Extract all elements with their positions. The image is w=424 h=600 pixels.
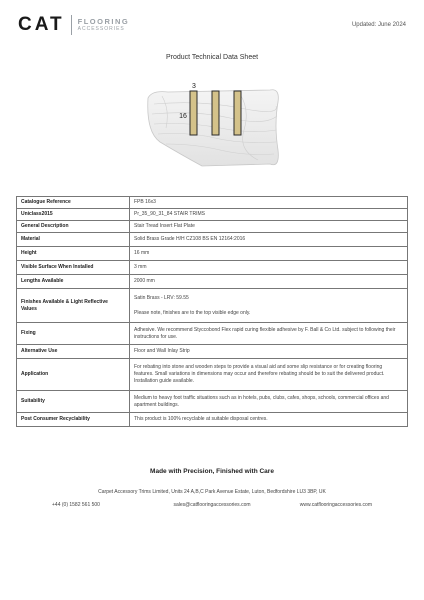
- footer-email: sales@catflooringaccessories.com: [173, 502, 251, 508]
- spec-key-uniclass: Uniclass2015: [17, 209, 130, 221]
- brass-strip-3: [234, 91, 241, 135]
- logo-divider: [71, 15, 72, 35]
- spec-key-suitability: Suitability: [17, 391, 130, 413]
- table-row: [17, 289, 408, 323]
- spec-value-general-description: Stair Tread Insert Flat Plate: [130, 221, 408, 233]
- table-row: [17, 323, 408, 345]
- spec-value-suitability: Medium to heavy foot traffic situations such as in hotels, pubs, clubs, cafes, shops, schools, commercial offices and apartment buildings.: [130, 391, 408, 413]
- table-row: [17, 209, 408, 221]
- table-row: [17, 413, 408, 427]
- table-row: [17, 275, 408, 289]
- spec-value-finishes: [130, 289, 408, 323]
- updated-date: Updated: June 2024: [351, 22, 406, 28]
- table-row: [17, 247, 408, 261]
- footer-phone: +44 (0) 1582 561 500: [52, 502, 100, 508]
- spec-value-lengths: 2000 mm: [130, 275, 408, 289]
- specification-table: [16, 196, 408, 427]
- company-logo: [18, 14, 129, 36]
- table-row: [17, 261, 408, 275]
- logo-line-1: FLOORING: [77, 16, 130, 26]
- spec-key-recyclability: Post Consumer Recyclability: [17, 413, 130, 427]
- footer-address: Carpet Accessory Trims Limited, Units 24 A,B,C Park Avenue Estate, Luton, Bedfordshire LU3 3BP, UK: [98, 489, 326, 495]
- spec-key-general-description: General Description: [17, 221, 130, 233]
- brass-strip-1: [190, 91, 197, 135]
- spec-value-height: 16 mm: [130, 247, 408, 261]
- logo-subtitle: [78, 18, 130, 33]
- spec-key-finishes: Finishes Available & Light Reflective Values: [17, 289, 130, 323]
- page-title: Product Technical Data Sheet: [165, 54, 259, 61]
- spec-key-catalogue-reference: Catalogue Reference: [17, 197, 130, 209]
- spec-value-visible-surface: 3 mm: [130, 261, 408, 275]
- dimension-height-label: 16: [179, 113, 187, 120]
- finish-note: Please note, finishes are to the top visible edge only.: [134, 309, 251, 316]
- table-row: [17, 359, 408, 391]
- spec-value-application: For rebating into stone and wooden steps to provide a visual aid and some slip resistance or for creating flooring features. Small variations in dimensions may occur and therefore rebating should be to suit the delivered product. Installation guide available.: [130, 359, 408, 391]
- table-row: [17, 345, 408, 359]
- spec-key-visible-surface: Visible Surface When Installed: [17, 261, 130, 275]
- spec-key-alternative-use: Alternative Use: [17, 345, 130, 359]
- spec-key-lengths: Lengths Available: [17, 275, 130, 289]
- spec-key-material: Material: [17, 233, 130, 247]
- spec-value-catalogue-reference: FPB 16x3: [130, 197, 408, 209]
- spec-value-uniclass: Pr_35_90_31_84 STAIR TRIMS: [130, 209, 408, 221]
- spec-value-fixing: Adhesive. We recommend Styccobond Flex rapid curing flexible adhesive by F. Ball & Co Ltd. subject to following their instructions for use.: [130, 323, 408, 345]
- finish-lrv: Satin Brass - LRV: 59.55: [134, 294, 189, 301]
- product-cross-section-drawing: [140, 80, 290, 180]
- table-row: [17, 197, 408, 209]
- table-row: [17, 233, 408, 247]
- spec-key-fixing: Fixing: [17, 323, 130, 345]
- table-row: [17, 391, 408, 413]
- spec-value-alternative-use: Floor and Wall Inlay Strip: [130, 345, 408, 359]
- footer-tagline: Made with Precision, Finished with Care: [150, 468, 274, 475]
- spec-value-material: Solid Brass Grade H/H CZ108 BS EN 12164:2016: [130, 233, 408, 247]
- dimension-width-label: 3: [192, 83, 196, 90]
- footer-website: www.catflooringaccessories.com: [299, 502, 372, 508]
- spec-value-recyclability: This product is 100% recyclable at suitable disposal centres.: [130, 413, 408, 427]
- logo-line-2: ACCESSORIES: [77, 26, 125, 33]
- spec-key-height: Height: [17, 247, 130, 261]
- table-row: [17, 221, 408, 233]
- brass-strip-2: [212, 91, 219, 135]
- spec-key-application: Application: [17, 359, 130, 391]
- logo-wordmark: CAT: [18, 14, 65, 35]
